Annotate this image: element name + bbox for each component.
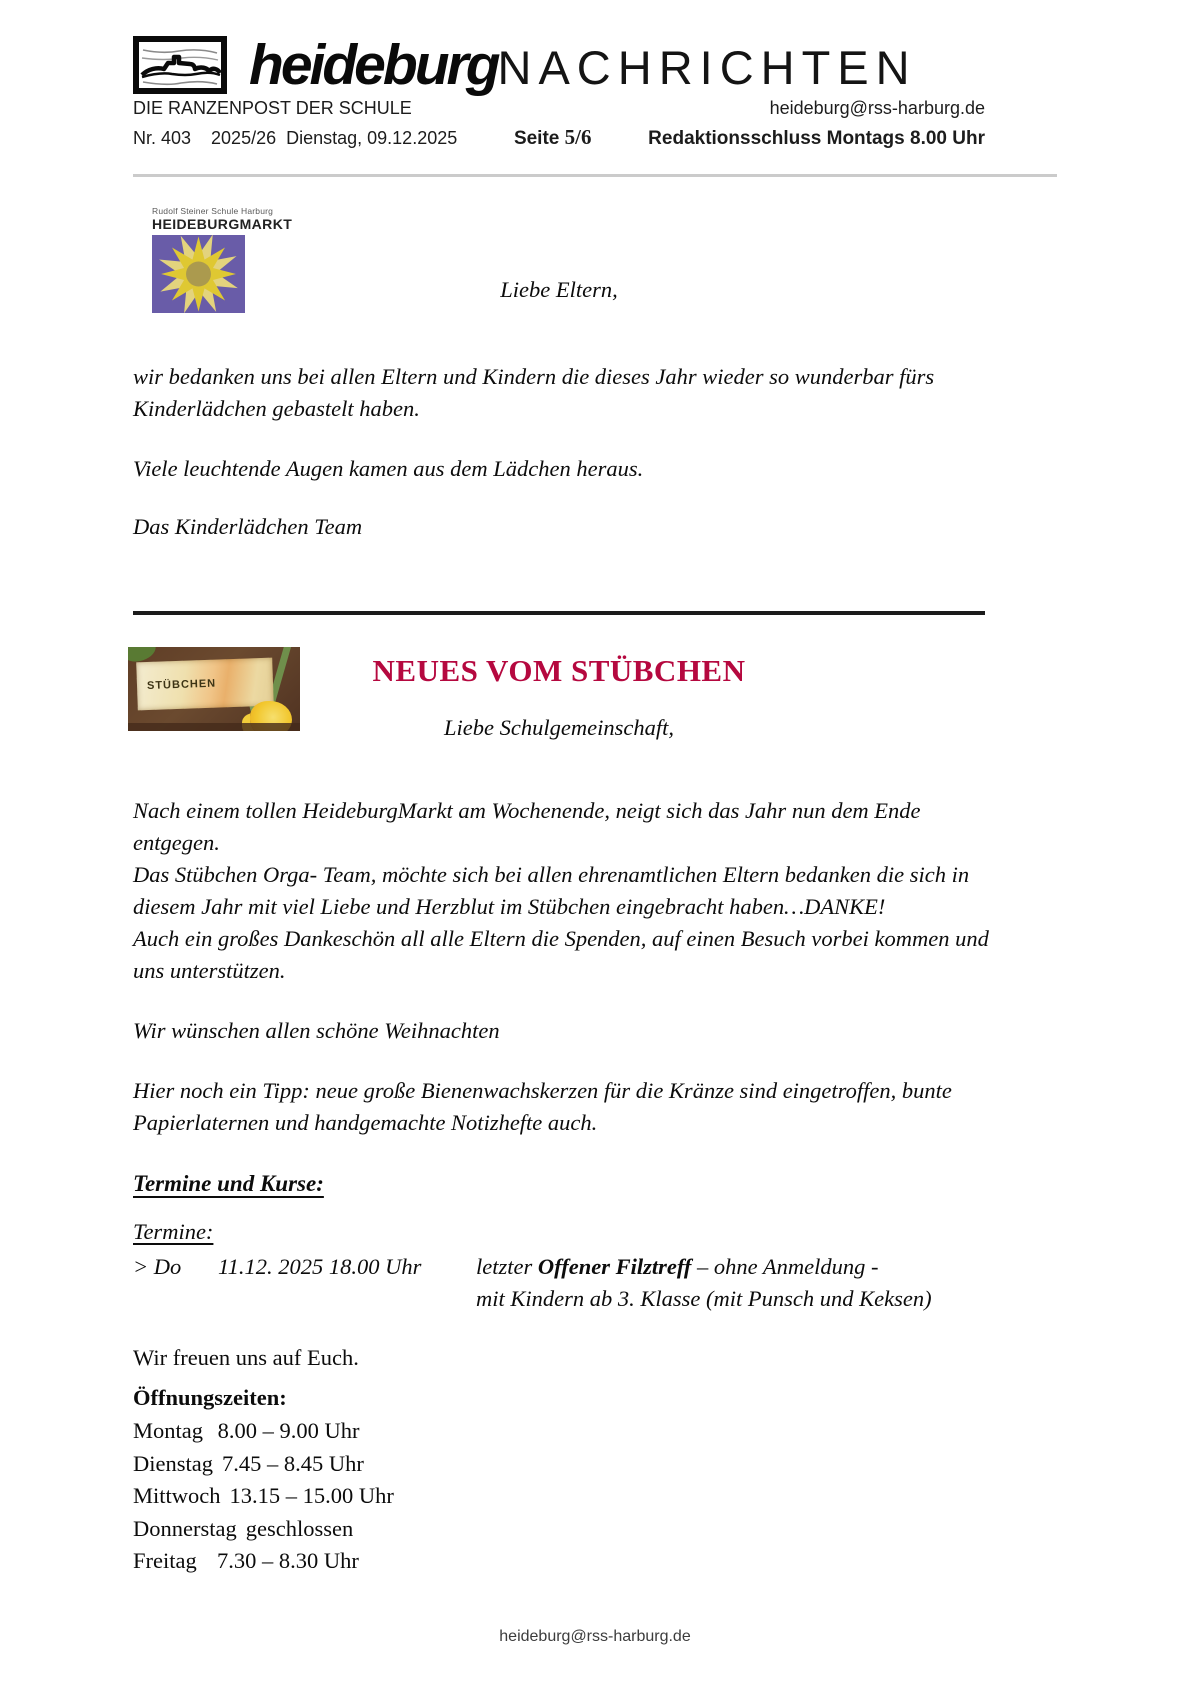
frame-edge [128, 723, 300, 731]
event-title: Offener Filztreff [537, 1254, 692, 1279]
heideburgmarkt-logo [152, 206, 293, 313]
event-datetime: 11.12. 2025 18.00 Uhr [218, 1254, 422, 1279]
kinderlaedchen-salutation: Liebe Eltern, [500, 277, 618, 302]
hours-row-thursday: Donnerstag geschlossen [133, 1515, 354, 1541]
heideburgmarkt-star-icon [152, 235, 245, 313]
castle-sketch-logo-icon [133, 36, 227, 94]
page-body [0, 277, 989, 1578]
hours-row-monday: Montag 8.00 – 9.00 Uhr [133, 1418, 360, 1443]
heideburgmarkt-wordmark: HEIDEBURGMARKT [152, 216, 293, 232]
title-heideburg: heideburg [249, 33, 498, 97]
stuebchen-paragraph-2: Wir wünschen allen schöne Weihnachten [133, 1018, 500, 1043]
stuebchen-paragraph-1c: Auch ein großes Dankeschön all alle Eltern die Spenden, auf einen Besuch vorbei kommen und uns unterstützen. [133, 926, 989, 983]
termine-kurse-heading: Termine und Kurse: [133, 1171, 324, 1196]
stuebchen-paragraph-1a: Nach einem tollen HeideburgMarkt am Wochenende, neigt sich das Jahr nun dem Ende entgegen. [133, 798, 921, 855]
masthead [0, 0, 1190, 177]
issue-line: Nr. 403 2025/26 Dienstag, 09.12.2025 [133, 128, 458, 148]
kinderlaedchen-paragraph-1: wir bedanken uns bei allen Eltern und Kindern die dieses Jahr wieder so wunderbar fürs Kinderlädchen gebastelt haben. [133, 364, 935, 421]
page-number: 5/6 [564, 125, 592, 149]
title-nachrichten: NACHRICHTEN [497, 41, 917, 94]
section-divider [133, 611, 985, 615]
footer-email: heideburg@rss-harburg.de [499, 1628, 691, 1645]
stuebchen-paragraph-1 [133, 795, 1003, 987]
kinderlaedchen-signature: Das Kinderlädchen Team [133, 514, 363, 539]
termine-label: Termine: [133, 1219, 214, 1244]
stuebchen-photo [128, 647, 300, 731]
opening-hours-heading: Öffnungszeiten: [133, 1385, 287, 1410]
deadline-note: Redaktionsschluss Montags 8.00 Uhr [648, 128, 985, 149]
stuebchen-salutation: Liebe Schulgemeinschaft, [444, 715, 674, 740]
newsletter-title [249, 32, 917, 98]
heideburgmarkt-school-line: Rudolf Steiner Schule Harburg [152, 206, 274, 216]
stuebchen-sign-label: STÜBCHEN [146, 677, 217, 693]
stuebchen-sign [136, 658, 274, 711]
hours-row-tuesday: Dienstag 7.45 – 8.45 Uhr [133, 1450, 364, 1476]
kinderlaedchen-paragraph-2: Viele leuchtende Augen kamen aus dem Lädchen heraus. [133, 456, 644, 481]
page-indicator: Seite 5/6 [513, 125, 592, 149]
opening-hours-list [133, 1415, 985, 1578]
stuebchen-paragraph-3: Hier noch ein Tipp: neue große Bienenwachskerzen für die Kränze sind eingetroffen, bunte Papierlaternen und handgemachte Notizhefte auch. [133, 1078, 952, 1135]
hours-row-friday: Freitag 7.30 – 8.30 Uhr [133, 1548, 359, 1573]
newsletter-subtitle: DIE RANZENPOST DER SCHULE [133, 98, 412, 118]
stuebchen-section-title: NEUES VOM STÜBCHEN [372, 653, 746, 688]
event-row [133, 1251, 985, 1283]
hours-row-wednesday: Mittwoch 13.15 – 15.00 Uhr [133, 1483, 394, 1508]
header-email: heideburg@rss-harburg.de [769, 98, 985, 118]
closing-line: Wir freuen uns auf Euch. [133, 1345, 359, 1370]
event-marker: > Do [133, 1254, 182, 1279]
header-rule [133, 174, 1057, 177]
event-description: letzter Offener Filztreff – ohne Anmeldung - [476, 1254, 879, 1279]
stuebchen-paragraph-1b: Das Stübchen Orga- Team, möchte sich bei allen ehrenamtlichen Eltern bedanken die sich in diesem Jahr mit viel Liebe und Herzblut im Stübchen eingebracht haben…DANKE! [133, 862, 970, 919]
event-description-line2: mit Kindern ab 3. Klasse (mit Punsch und Keksen) [476, 1286, 932, 1311]
